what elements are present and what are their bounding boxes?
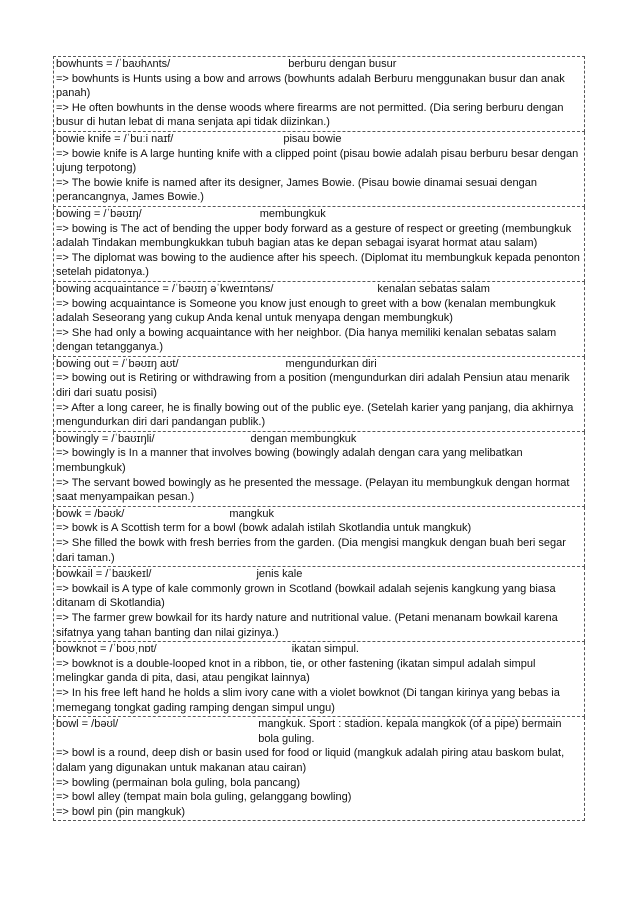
dictionary-entry [53, 357, 585, 432]
entry-meaning: pisau bowie [283, 132, 342, 145]
entry-header [56, 282, 583, 297]
entry-meaning: jenis kale [256, 568, 303, 581]
entry-header [56, 57, 583, 72]
entry-meaning: berburu dengan busur [288, 58, 397, 70]
entry-term: bowing out = /ˈbəʊɪŋ aʊt/ [56, 357, 179, 370]
entry-example: => After a long career, he is finally bowing out of the public eye. (Setelah karier yang panjang, dia akhirnya mengundurkan diri dari pandangan publik.) [56, 401, 574, 429]
entry-example: => In his free left hand he holds a slim ivory cane with a violet bowknot (Di tangan kirinya yang bebas ia memegang tongkat gading ramping dengan simpul ungu) [56, 686, 560, 714]
entry-definition: => bowk is A Scottish term for a bowl (bowk adalah istilah Skotlandia untuk mangkuk) [56, 522, 472, 535]
dictionary-entry [53, 207, 585, 282]
entry-meaning: membungkuk [259, 207, 326, 220]
entry-example: => The servant bowed bowingly as he presented the message. (Pelayan itu membungkuk dengan hormat saat menyampaikan pesan.) [56, 476, 570, 504]
entry-example: => The farmer grew bowkail for its hardy nature and nutritional value. (Petani menanam bowkail karena sifatnya yang tahan banting dan nilai gizinya.) [56, 611, 558, 639]
entry-term: bowing = /ˈbəʊɪŋ/ [56, 207, 142, 220]
entry-term: bowing acquaintance = /ˈbəʊɪŋ əˈkweɪntəns/ [56, 282, 274, 295]
entry-example: => She filled the bowk with fresh berries from the garden. (Dia mengisi mangkuk dengan buah beri segar dari taman.) [56, 537, 566, 564]
entry-sub-term: => bowl alley (tempat main bola guling, gelanggang bowling) [56, 791, 352, 804]
dictionary-entry [53, 567, 585, 642]
dictionary-entry [53, 642, 585, 717]
dictionary-entry [53, 132, 585, 207]
entry-header [56, 432, 583, 447]
entry-sub-term: => bowling (permainan bola guling, bola pancang) [56, 776, 301, 789]
entry-header [56, 567, 583, 582]
dictionary-entry [53, 507, 585, 567]
entry-term: bowingly = /ˈbaʊɪŋli/ [56, 432, 155, 445]
entry-example: => The bowie knife is named after its designer, James Bowie. (Pisau bowie dinamai sesuai dengan perancangnya, James Bowie.) [56, 176, 538, 204]
entry-definition: => bowl is a round, deep dish or basin used for food or liquid (mangkuk adalah piring atau baskom bulat, dalam yang digunakan untuk makanan atau cairan) [56, 747, 565, 774]
entry-meaning: mengundurkan diri [285, 357, 377, 370]
entry-term: bowie knife = /ˈbuːi naɪf/ [56, 132, 174, 145]
entry-term: bowkail = /ˈbaʊkeɪl/ [56, 568, 152, 581]
entry-term: bowl = /bəʊl/ [56, 718, 119, 731]
entry-definition: => bowhunts is Hunts using a bow and arrows (bowhunts adalah Berburu menggunakan busur dan anak panah) [56, 72, 565, 100]
entry-header [56, 717, 583, 746]
entry-meaning: kenalan sebatas salam [377, 282, 490, 295]
entry-header [56, 507, 583, 522]
entry-meaning: mangkuk [229, 507, 274, 520]
entry-header [56, 132, 583, 147]
entry-header [56, 642, 583, 657]
entry-header [56, 207, 583, 222]
dictionary-entry [53, 432, 585, 507]
entry-definition: => bowie knife is A large hunting knife with a clipped point (pisau bowie adalah pisau berburu besar dengan ujung terpotong) [56, 147, 579, 175]
entry-term: bowk = /bəʊk/ [56, 507, 125, 520]
dictionary-page [53, 56, 585, 821]
entry-definition: => bowingly is In a manner that involves bowing (bowingly adalah dengan cara yang melibatkan membungkuk) [56, 447, 523, 475]
entry-definition: => bowing acquaintance is Someone you know just enough to greet with a bow (kenalan membungkuk adalah Seseorang yang cukup Anda kenal untuk menyapa dengan membungkuk) [56, 297, 556, 325]
entry-definition: => bowknot is a double-looped knot in a ribbon, tie, or other fastening (ikatan simpul adalah simpul melingkar ganda di pita, dasi, atau pengikat lainnya) [56, 657, 536, 685]
entry-definition: => bowkail is A type of kale commonly grown in Scotland (bowkail adalah sejenis kangkung yang biasa ditanam di Skotlandia) [56, 582, 556, 610]
dictionary-entry [53, 717, 585, 821]
entry-meaning: ikatan simpul. [291, 643, 359, 656]
entry-meaning: mangkuk. Sport : stadion. kepala mangkok (of a pipe) bermain bola guling. [258, 718, 562, 745]
entry-example: => The diplomat was bowing to the audience after his speech. (Diplomat itu membungkuk kepada penonton setelah pidatonya.) [56, 251, 580, 279]
dictionary-entry [53, 56, 585, 132]
entry-definition: => bowing out is Retiring or withdrawing from a position (mengundurkan diri adalah Pensiun atau menarik diri dari suatu posisi) [56, 372, 570, 400]
entry-example: => She had only a bowing acquaintance with her neighbor. (Dia hanya memiliki kenalan sebatas salam dengan tetangganya.) [56, 326, 557, 354]
dictionary-entry [53, 282, 585, 357]
entry-term: bowhunts = /ˈbaʊhʌnts/ [56, 58, 171, 70]
entry-meaning: dengan membungkuk [250, 432, 357, 445]
entry-sub-term: => bowl pin (pin mangkuk) [56, 805, 186, 818]
entry-term: bowknot = /ˈboʊˌnɒt/ [56, 643, 157, 656]
entry-definition: => bowing is The act of bending the upper body forward as a gesture of respect or greeting (membungkuk adalah Tindakan membungkukkan tubuh bagian atas ke depan sebagai isyarat hormat atau salam) [56, 222, 572, 250]
entry-header [56, 357, 583, 372]
entry-example: => He often bowhunts in the dense woods where firearms are not permitted. (Dia sering berburu dengan busur di hutan lebat di mana senjata api tidak diizinkan.) [56, 101, 564, 129]
